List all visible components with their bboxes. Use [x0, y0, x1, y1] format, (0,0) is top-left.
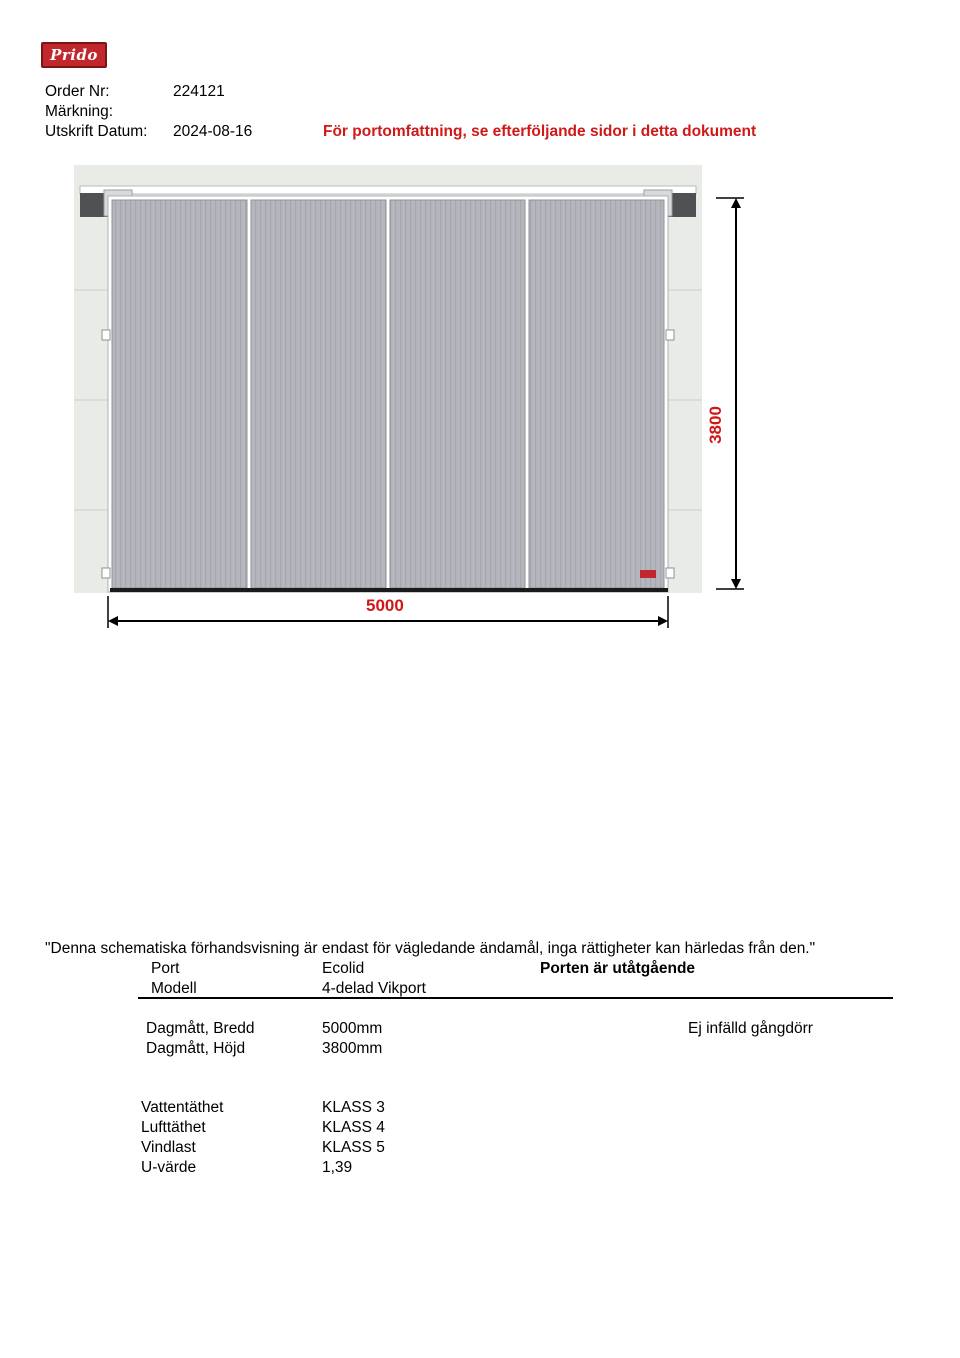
width-label: Dagmått, Bredd	[146, 1020, 255, 1037]
door-panel-2	[251, 200, 386, 588]
model-value: 4-delad Vikport	[322, 980, 426, 997]
order-label: Order Nr:	[45, 83, 110, 100]
print-date-value: 2024-08-16	[173, 123, 253, 140]
marking-label: Märkning:	[45, 103, 114, 120]
door-note: Ej infälld gångdörr	[688, 1020, 813, 1037]
width-dimension-value: 5000	[366, 596, 404, 615]
door-panel-4	[529, 200, 664, 588]
print-date-label: Utskrift Datum:	[45, 123, 148, 140]
prido-logo	[41, 42, 107, 68]
rating-value: KLASS 3	[322, 1099, 385, 1116]
rating-value: KLASS 4	[322, 1119, 385, 1136]
height-dimension-line	[716, 198, 744, 589]
rating-label: Vattentäthet	[141, 1099, 224, 1116]
height-value: 3800mm	[322, 1040, 383, 1057]
rating-value: KLASS 5	[322, 1139, 385, 1156]
section-divider	[138, 997, 893, 999]
port-value: Ecolid	[322, 960, 365, 977]
height-dimension-value: 3800	[705, 406, 725, 444]
width-value: 5000mm	[322, 1020, 383, 1037]
model-label: Modell	[151, 980, 197, 997]
door-drawing	[0, 160, 780, 635]
door-panel-1	[112, 200, 247, 588]
order-value: 224121	[173, 83, 225, 100]
rating-label: Vindlast	[141, 1139, 196, 1156]
rating-label: U-värde	[141, 1159, 197, 1176]
door-direction: Porten är utåtgående	[540, 960, 696, 977]
bottom-seal	[110, 588, 668, 592]
door-panel-3	[390, 200, 525, 588]
scope-note: För portomfattning, se efterföljande sidor i detta dokument	[323, 123, 757, 140]
rating-value: 1,39	[322, 1159, 353, 1176]
rating-label: Lufttäthet	[141, 1119, 206, 1136]
height-label: Dagmått, Höjd	[146, 1040, 246, 1057]
door-brand-tag	[640, 570, 656, 578]
logo-text: Prido	[50, 46, 98, 64]
disclaimer-text: "Denna schematiska förhandsvisning är endast för vägledande ändamål, inga rättigheter kan härledas från den."	[45, 940, 816, 957]
port-label: Port	[151, 960, 180, 977]
